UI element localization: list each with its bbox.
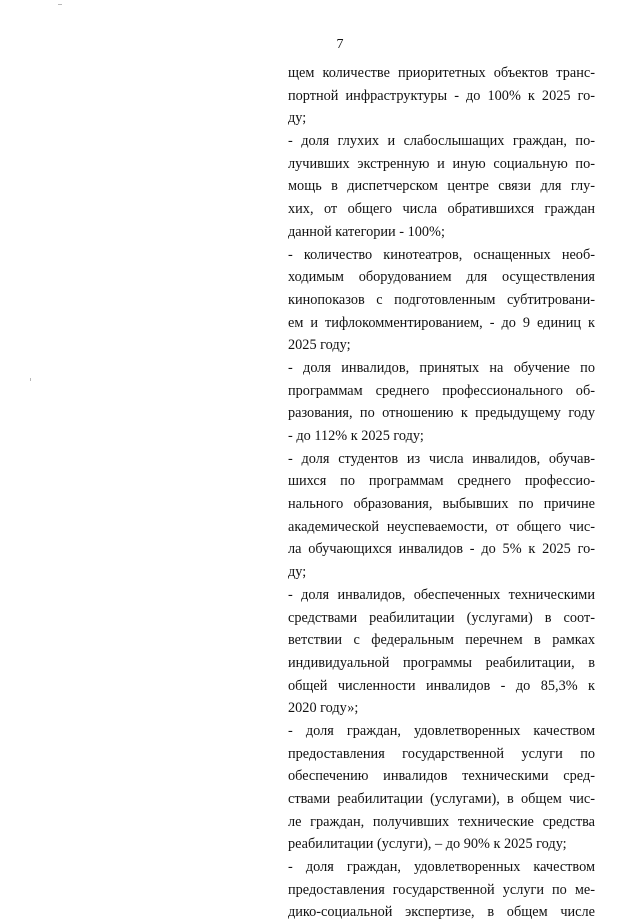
text-line: ходимым оборудованием для осуществления xyxy=(288,269,595,286)
text-line: - доля студентов из числа инвалидов, обучав- xyxy=(288,450,595,467)
text-line: нального образования, выбывших по причине xyxy=(288,496,595,513)
text-line: реабилитации (услуги), – до 90% к 2025 году; xyxy=(288,836,567,853)
text-line: хих, от общего числа обратившихся граждан xyxy=(288,201,595,218)
text-line: ла обучающихся инвалидов - до 5% к 2025 го- xyxy=(288,541,595,558)
text-line: предоставления государственной услуги по ме- xyxy=(288,881,595,898)
text-line: ем и тифлокомментированием, - до 9 единиц к xyxy=(288,314,595,331)
text-line: - до 112% к 2025 году; xyxy=(288,428,424,444)
text-line: обеспечению инвалидов техническими сред- xyxy=(288,768,595,785)
text-line: - доля граждан, удовлетворенных качеством xyxy=(288,859,595,876)
text-line: ду; xyxy=(288,564,307,581)
page-number: 7 xyxy=(336,37,344,52)
text-line: индивидуальной программы реабилитации, в xyxy=(288,654,595,671)
text-line: лучивших экстренную и иную социальную по- xyxy=(288,155,595,172)
text-line: академической неуспеваемости, от общего чис- xyxy=(288,518,595,535)
text-line: дико-социальной экспертизе, в общем числе xyxy=(288,904,595,921)
text-line: - доля граждан, удовлетворенных качеством xyxy=(288,722,595,739)
text-line: ду; xyxy=(288,110,307,127)
text-line: 2020 году»; xyxy=(288,700,359,717)
text-line: мощь в диспетчерском центре связи для глу- xyxy=(288,178,595,195)
text-line: ствами реабилитации (услугами), в общем чис- xyxy=(288,791,595,807)
text-line: 2025 году; xyxy=(288,337,351,354)
scan-artifact-left xyxy=(30,378,31,381)
text-line: - доля инвалидов, принятых на обучение по xyxy=(288,359,595,376)
text-line: кинопоказов с подготовленным субтитровани- xyxy=(288,291,595,308)
text-line: щем количестве приоритетных объектов транс- xyxy=(288,65,595,81)
text-line: данной категории - 100%; xyxy=(288,223,445,240)
text-line: программам среднего профессионального об- xyxy=(288,382,595,399)
scan-artifact-top xyxy=(58,4,62,5)
text-line: средствами реабилитации (услугами) в соот- xyxy=(288,609,595,626)
text-line: портной инфраструктуры - до 100% к 2025 го- xyxy=(288,87,595,104)
text-line: - количество кинотеатров, оснащенных необ- xyxy=(288,246,595,263)
text-line: ветствии с федеральным перечнем в рамках xyxy=(288,632,595,649)
text-line: общей численности инвалидов - до 85,3% к xyxy=(288,677,595,694)
text-line: разования, по отношению к предыдущему году xyxy=(288,405,595,422)
text-line: предоставления государственной услуги по xyxy=(288,745,595,762)
text-line: - доля инвалидов, обеспеченных техническими xyxy=(288,586,595,603)
text-line: - доля глухих и слабослышащих граждан, по- xyxy=(288,133,595,150)
text-line: шихся по программам среднего профессио- xyxy=(288,473,595,490)
text-line: ле граждан, получивших технические средства xyxy=(288,813,595,830)
body-text-column xyxy=(288,62,595,924)
